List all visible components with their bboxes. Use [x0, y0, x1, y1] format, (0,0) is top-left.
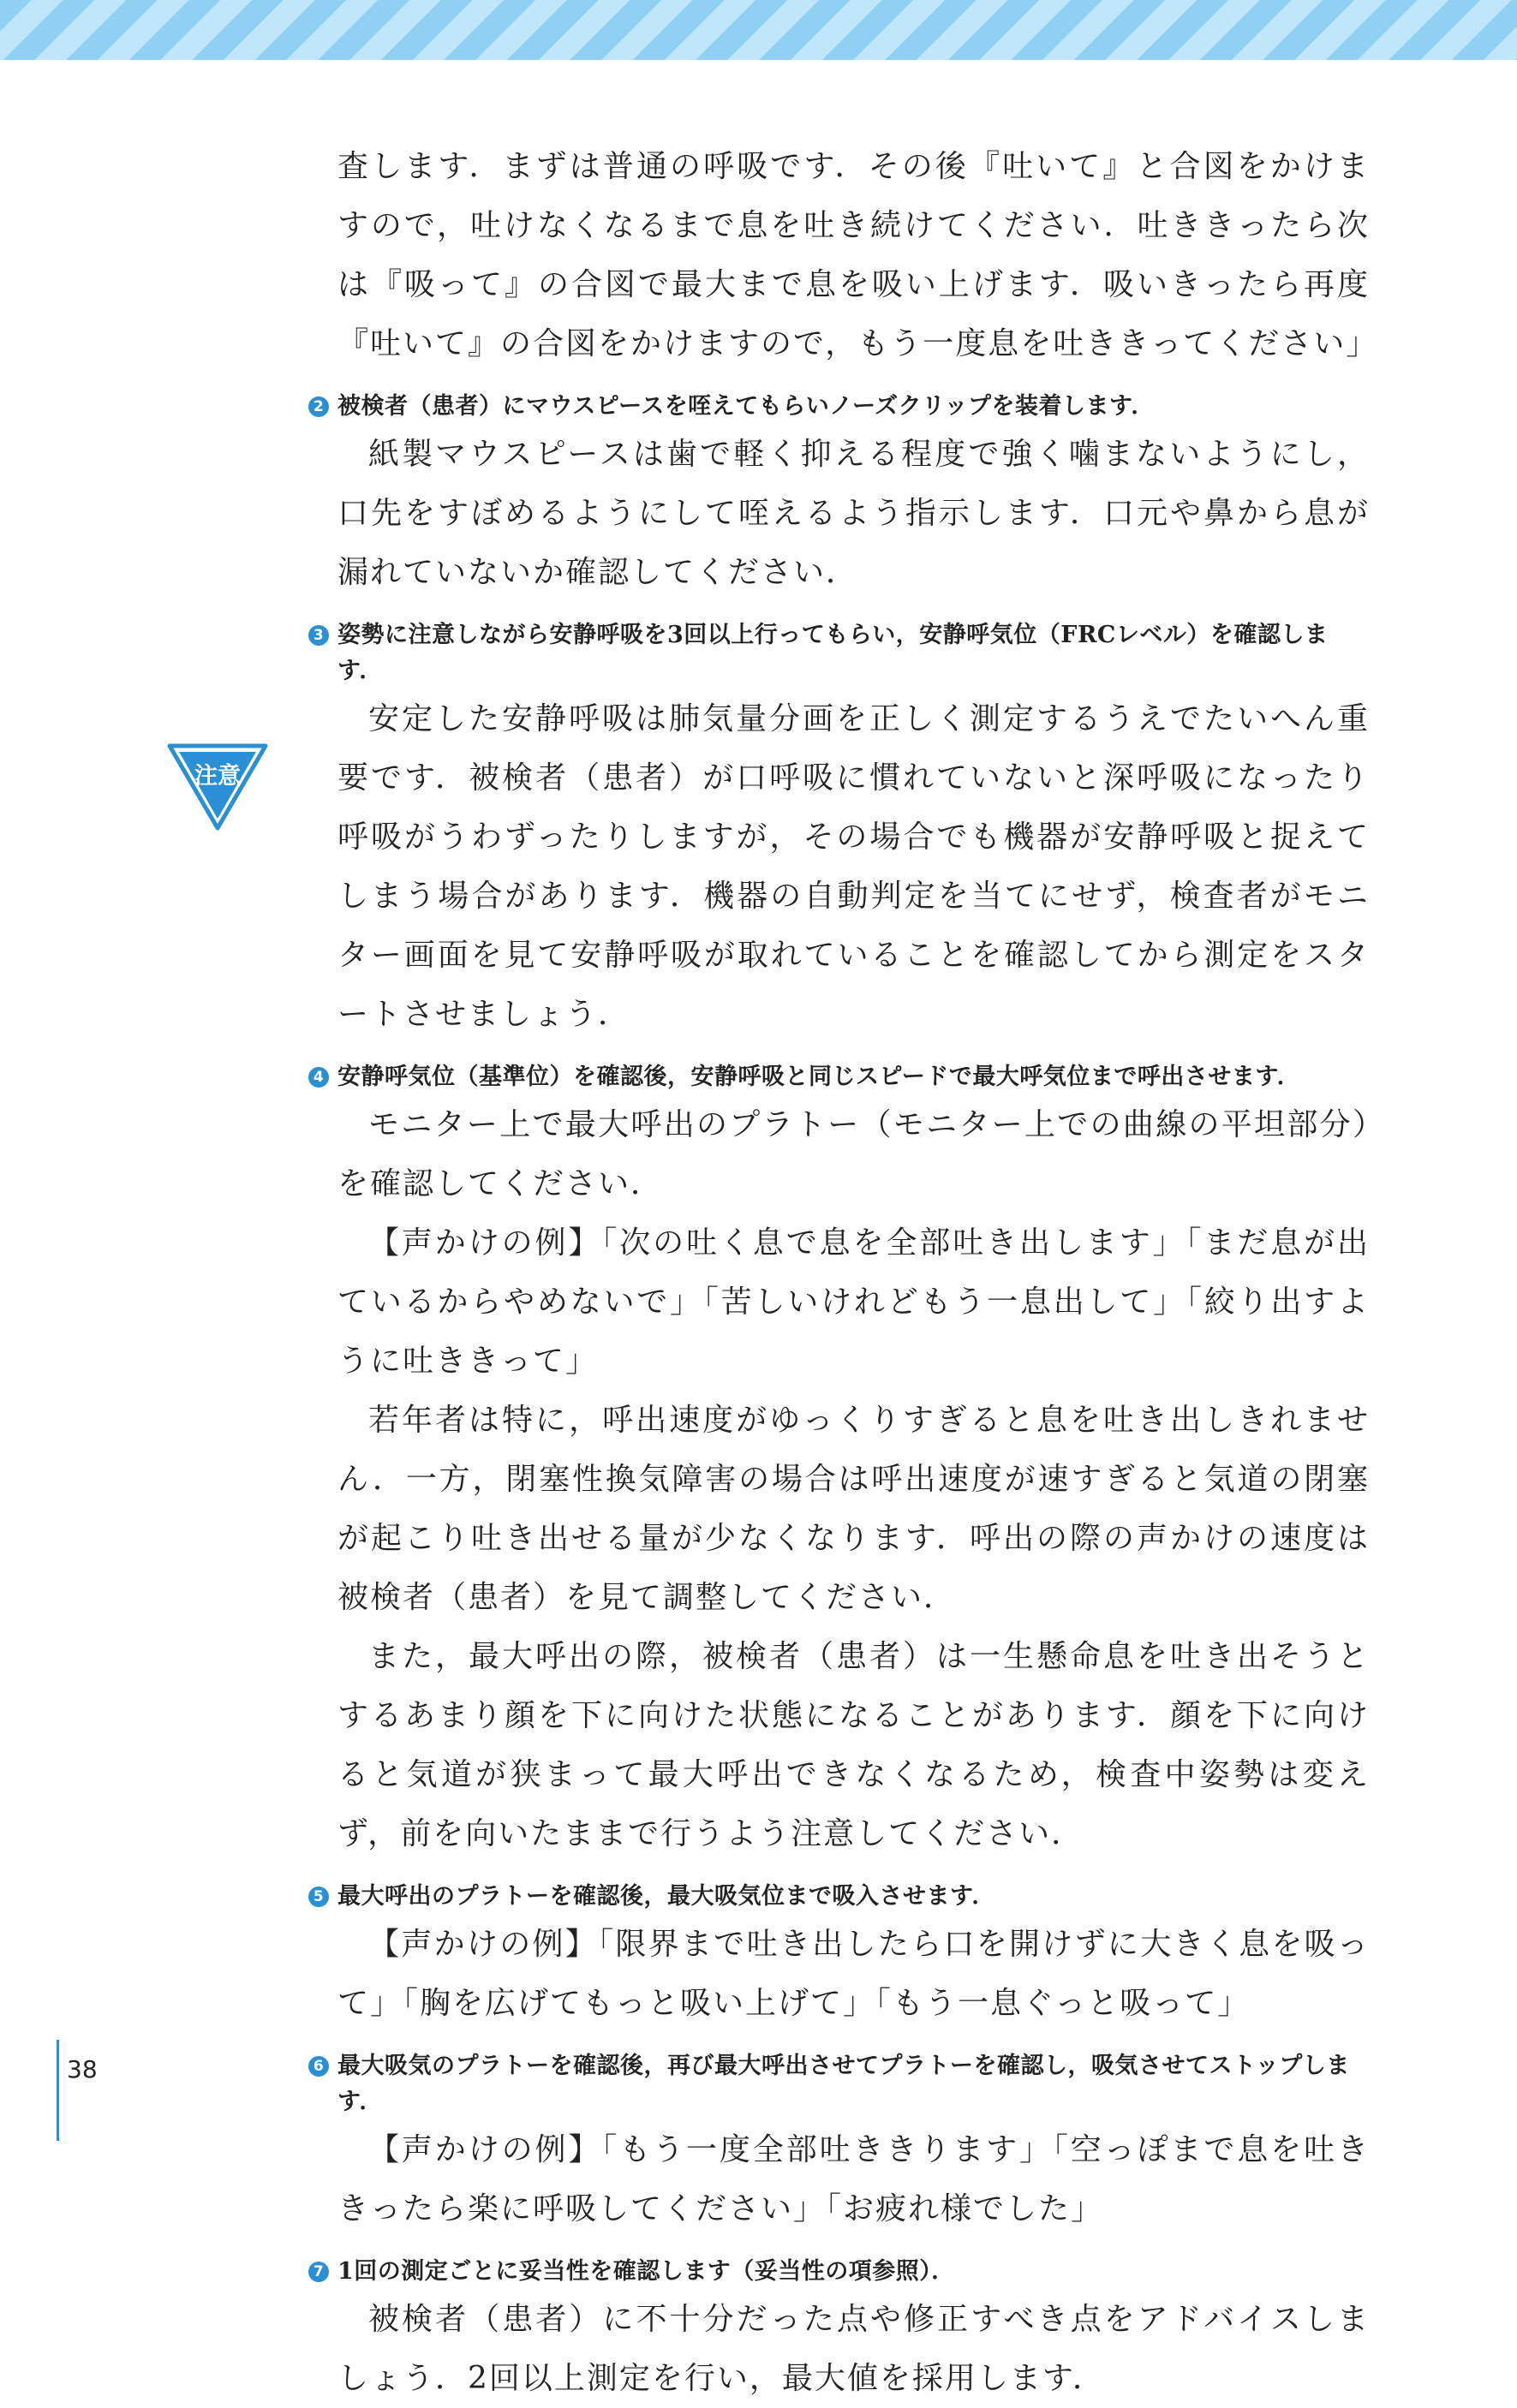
header-stripe-band: [0, 0, 1517, 60]
step-number-badge: 2: [308, 396, 329, 417]
step-heading-text: 姿勢に注意しながら安静呼吸を3回以上行ってもらい，安静呼気位（FRCレベル）を確認します．: [337, 622, 1329, 684]
intro-paragraph: 査します．まずは普通の呼吸です．その後『吐いて』と合図をかけますので，吐けなくなるまで息を吐き続けてください．吐ききったら次は『吸って』の合図で最大まで息を吸い上げます．吸いきったら再度『吐いて』の合図をかけますので，もう一度息を吐ききってください」: [337, 149, 1379, 361]
step-heading: [312, 1059, 1370, 1095]
caution-label: 注意: [194, 763, 241, 790]
step-7: [313, 2254, 1370, 2408]
step-paragraph: 若年者は特に，呼出速度がゆっくりすぎると息を吐き出しきれません．一方，閉塞性換気障害の場合は呼出速度が速すぎると気道の閉塞が起こり吐き出せる量が少なくなります．呼出の際の声かけの速度は被検者（患者）を見て調整してください．: [337, 1403, 1370, 1615]
step-6: [313, 2048, 1370, 2238]
step-heading: [312, 617, 1370, 689]
step-heading: [312, 389, 1370, 425]
main-content: [313, 137, 1379, 2408]
voice-example-paragraph: 【声かけの例】「もう一度全部吐ききります」「空っぽまで息を吐ききったら楽に呼吸してください」「お疲れ様でした」: [337, 2132, 1370, 2226]
step-heading-text: 被検者（患者）にマウスピースを咥えてもらいノーズクリップを装着します．: [337, 393, 1155, 420]
page-number-rule: [57, 2040, 59, 2141]
step-number-badge: 7: [308, 2262, 329, 2282]
step-paragraph: 安定した安静呼吸は肺気量分画を正しく測定するうえでたいへん重要です．被検者（患者）が口呼吸に慣れていないと深呼吸になったり呼吸がうわずったりしますが，その場合でも機器が安静呼吸と捉えてしまう場合があります．機器の自動判定を当てにせず，検査者がモニター画面を見て安静呼吸が取れていることを確認してから測定をスタートさせましょう．: [337, 701, 1370, 1032]
step-4: [313, 1059, 1370, 1863]
step-number-badge: 3: [308, 625, 329, 646]
step-heading-text: 最大吸気のプラトーを確認後，再び最大呼出させてプラトーを確認し，吸気させてストップします．: [337, 2053, 1350, 2115]
step-paragraph: モニター上で最大呼出のプラトー（モニター上での曲線の平坦部分）を確認してください．: [337, 1107, 1370, 1201]
step-5: [313, 1879, 1370, 2033]
step-3: [313, 617, 1370, 1044]
caution-triangle-icon: [166, 742, 269, 831]
step-paragraph: 紙製マウスピースは歯で軽く抑える程度で強く噛まないようにし，口先をすぼめるようにして咥えるよう指示します．口元や鼻から息が漏れていないか確認してください．: [337, 437, 1370, 590]
step-heading-text: 最大呼出のプラトーを確認後，最大吸気位まで吸入させます．: [337, 1883, 995, 1910]
step-heading: [312, 2048, 1370, 2120]
step-paragraph: また，最大呼出の際，被検者（患者）は一生懸命息を吐き出そうとするあまり顔を下に向けた状態になることがあります．顔を下に向けると気道が狭まって最大呼出できなくなるため，検査中姿勢は変えず，前を向いたままで行うよう注意してください．: [337, 1639, 1370, 1851]
voice-example-paragraph: 【声かけの例】「次の吐く息で息を全部吐き出します」「まだ息が出ているからやめないで」「苦しいけれどもう一息出して」「絞り出すように吐ききって」: [337, 1225, 1370, 1379]
step-number-badge: 5: [308, 1886, 329, 1907]
step-2: [313, 389, 1370, 602]
step-heading-text: 安静呼気位（基準位）を確認後，安静呼吸と同じスピードで最大呼気位まで呼出させます．: [337, 1064, 1301, 1090]
step-heading: [312, 2254, 1370, 2290]
page-number: 38: [67, 2055, 98, 2083]
step-heading: [312, 1879, 1370, 1915]
step-paragraph: 被検者（患者）に不十分だった点や修正すべき点をアドバイスしましょう．2回以上測定を行い，最大値を採用します．: [337, 2302, 1370, 2396]
step-number-badge: 4: [308, 1067, 329, 1088]
step-heading-text: 1回の測定ごとに妥当性を確認します（妥当性の項参照）．: [337, 2258, 955, 2285]
voice-example-paragraph: 【声かけの例】「限界まで吐き出したら口を開けずに大きく息を吸って」「胸を広げてもっと吸い上げて」「もう一息ぐっと吸って」: [337, 1927, 1370, 2021]
step-number-badge: 6: [308, 2056, 329, 2077]
